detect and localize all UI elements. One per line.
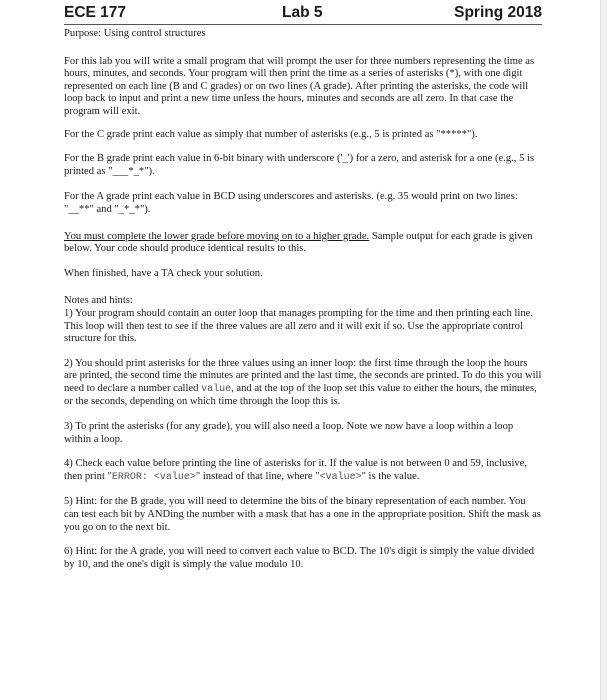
a-grade-paragraph: For the A grade print each value in BCD using underscores and asterisks. (e.g. 35 would print on two lines: "__**" and "_*_*"). bbox=[64, 191, 518, 215]
hint-4-code-error: ERROR: <value> bbox=[111, 471, 196, 483]
scrollbar-track[interactable] bbox=[600, 0, 607, 700]
hint-4-code-value: <value> bbox=[319, 471, 362, 483]
term: Spring 2018 bbox=[454, 4, 542, 21]
header-rule bbox=[64, 24, 542, 25]
b-grade-paragraph: For the B grade print each value in 6-bit binary with underscore ('_') for a zero, and asterisk for a one (e.g., 5 is printed as "___*_*"). bbox=[64, 153, 535, 177]
hint-2-text-a: 2) You should print asterisks for the three values using an inner loop: the first time through the loop the hours are printed, the second time the minutes are printed and the last time, the seconds are printed. To do this you will need to declare a number called bbox=[64, 357, 542, 394]
hint-4-text-c: " is the value. bbox=[361, 470, 420, 482]
grade-order-rest: Sample output for each grade is given below. Your code should produce identical results to this. bbox=[64, 230, 533, 255]
hint-4 bbox=[64, 458, 542, 484]
course-code: ECE 177 bbox=[64, 4, 127, 21]
c-grade-paragraph: For the C grade print each value as simply that number of asterisks (e.g., 5 is printed as "*****"). bbox=[64, 128, 478, 140]
notes-title: Notes and hints: bbox=[64, 295, 133, 307]
hint-2 bbox=[64, 358, 542, 409]
hint-4-text-b: " instead of that line, where " bbox=[195, 470, 320, 482]
hint-5: 5) Hint: for the B grade, you will need to determine the bits of the binary representation of each number. You can test each bit by ANDing the number with a mask that has a one in the appropriate position. Shift the mask as you go on to the next bit. bbox=[64, 496, 541, 533]
hint-6: 6) Hint: for the A grade, you will need to convert each value to BCD. The 10's digit is simply the value divided by 10, and the one's digit is simply the value modulo 10. bbox=[64, 546, 535, 570]
when-finished-line: When finished, have a TA check your solution. bbox=[64, 267, 263, 279]
hint-1: 1) Your program should contain an outer loop that manages prompting for the time and then printing each line. This loop will then test to see if the three values are all zero and it will exit if so. Use the appropriate control structure for this. bbox=[64, 307, 533, 345]
page-header bbox=[64, 4, 542, 26]
purpose-line: Purpose: Using control structures bbox=[64, 28, 206, 39]
hint-4-text-a: 4) Check each value before printing the line of asterisks for it. If the value is not between 0 and 59, inclusive, then print " bbox=[64, 458, 528, 482]
lab-number: Lab 5 bbox=[282, 4, 323, 21]
grade-order-underlined: You must complete the lower grade before moving on to a higher grade. bbox=[64, 230, 370, 242]
lab-body bbox=[64, 28, 542, 571]
hint-3: 3) To print the asterisks (for any grade), you will also need a loop. Note we now have a loop within a loop within a loop. bbox=[64, 421, 514, 445]
hint-2-text-b: , and at the top of the loop set this value to either the hours, the minutes, or the seconds, depending on which time through the loop this is. bbox=[64, 382, 537, 408]
grade-order-paragraph bbox=[64, 231, 542, 256]
hint-2-code: value bbox=[201, 383, 232, 395]
intro-paragraph: For this lab you will write a small program that will prompt the user for three numbers representing the time as hours, minutes, and seconds. Your program will then print the time as a series of asterisks (*), with one digit represented on each line (B and C grades) or on two lines (A grade). After printing the asterisks, the code will loop back to input and print a new time unless the hours, minutes and seconds are all zero. In that case the program will exit. bbox=[64, 55, 535, 117]
